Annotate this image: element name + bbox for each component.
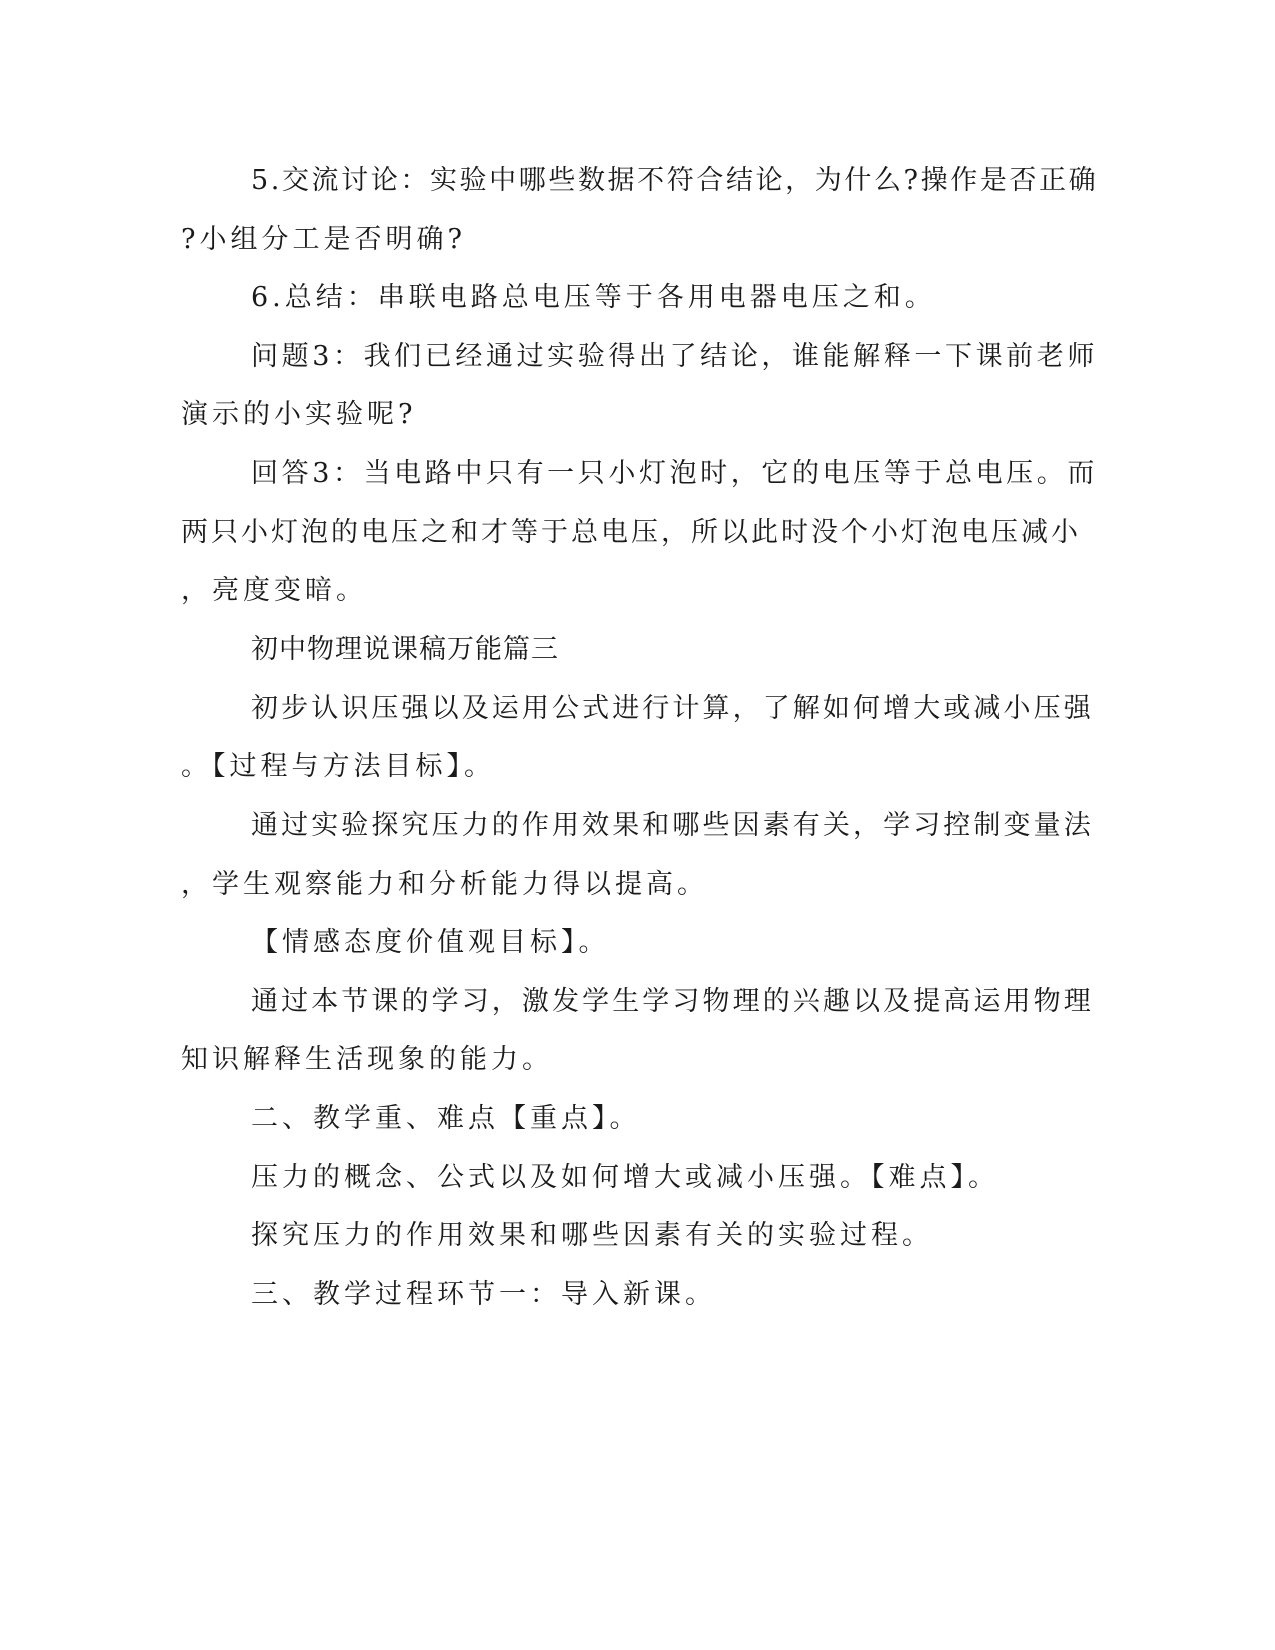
text-line: 二、教学重、难点【重点】。: [251, 1103, 641, 1134]
text-line: 5.交流讨论：实验中哪些数据不符合结论，为什么?操作是否正确: [251, 165, 1099, 196]
section-heading: 初中物理说课稿万能篇三: [251, 634, 559, 665]
text-line: 探究压力的作用效果和哪些因素有关的实验过程。: [251, 1220, 933, 1251]
text-line: 通过本节课的学习，激发学生学习物理的兴趣以及提高运用物理: [251, 986, 1094, 1017]
text-line: 问题3：我们已经通过实验得出了结论，谁能解释一下课前老师: [251, 341, 1098, 372]
text-line: 6.总结：串联电路总电压等于各用电器电压之和。: [251, 282, 936, 313]
text-line: 演示的小实验呢?: [181, 399, 417, 430]
text-line: ，学生观察能力和分析能力得以提高。: [181, 869, 708, 900]
text-line: 三、教学过程环节一：导入新课。: [251, 1279, 716, 1310]
text-line: 回答3：当电路中只有一只小灯泡时，它的电压等于总电压。而: [251, 458, 1098, 489]
text-line: 【情感态度价值观目标】。: [251, 927, 610, 958]
text-line: 通过实验探究压力的作用效果和哪些因素有关，学习控制变量法: [251, 810, 1094, 841]
text-line: 。【过程与方法目标】。: [181, 751, 495, 782]
text-line: 初步认识压强以及运用公式进行计算，了解如何增大或减小压强: [251, 693, 1094, 724]
text-line: ，亮度变暗。: [181, 575, 367, 606]
text-line: 两只小灯泡的电压之和才等于总电压，所以此时没个小灯泡电压减小: [181, 517, 1081, 548]
text-line: ?小组分工是否明确?: [181, 224, 466, 255]
text-line: 压力的概念、公式以及如何增大或减小压强。【难点】。: [251, 1162, 999, 1193]
text-line: 知识解释生活现象的能力。: [181, 1044, 553, 1075]
